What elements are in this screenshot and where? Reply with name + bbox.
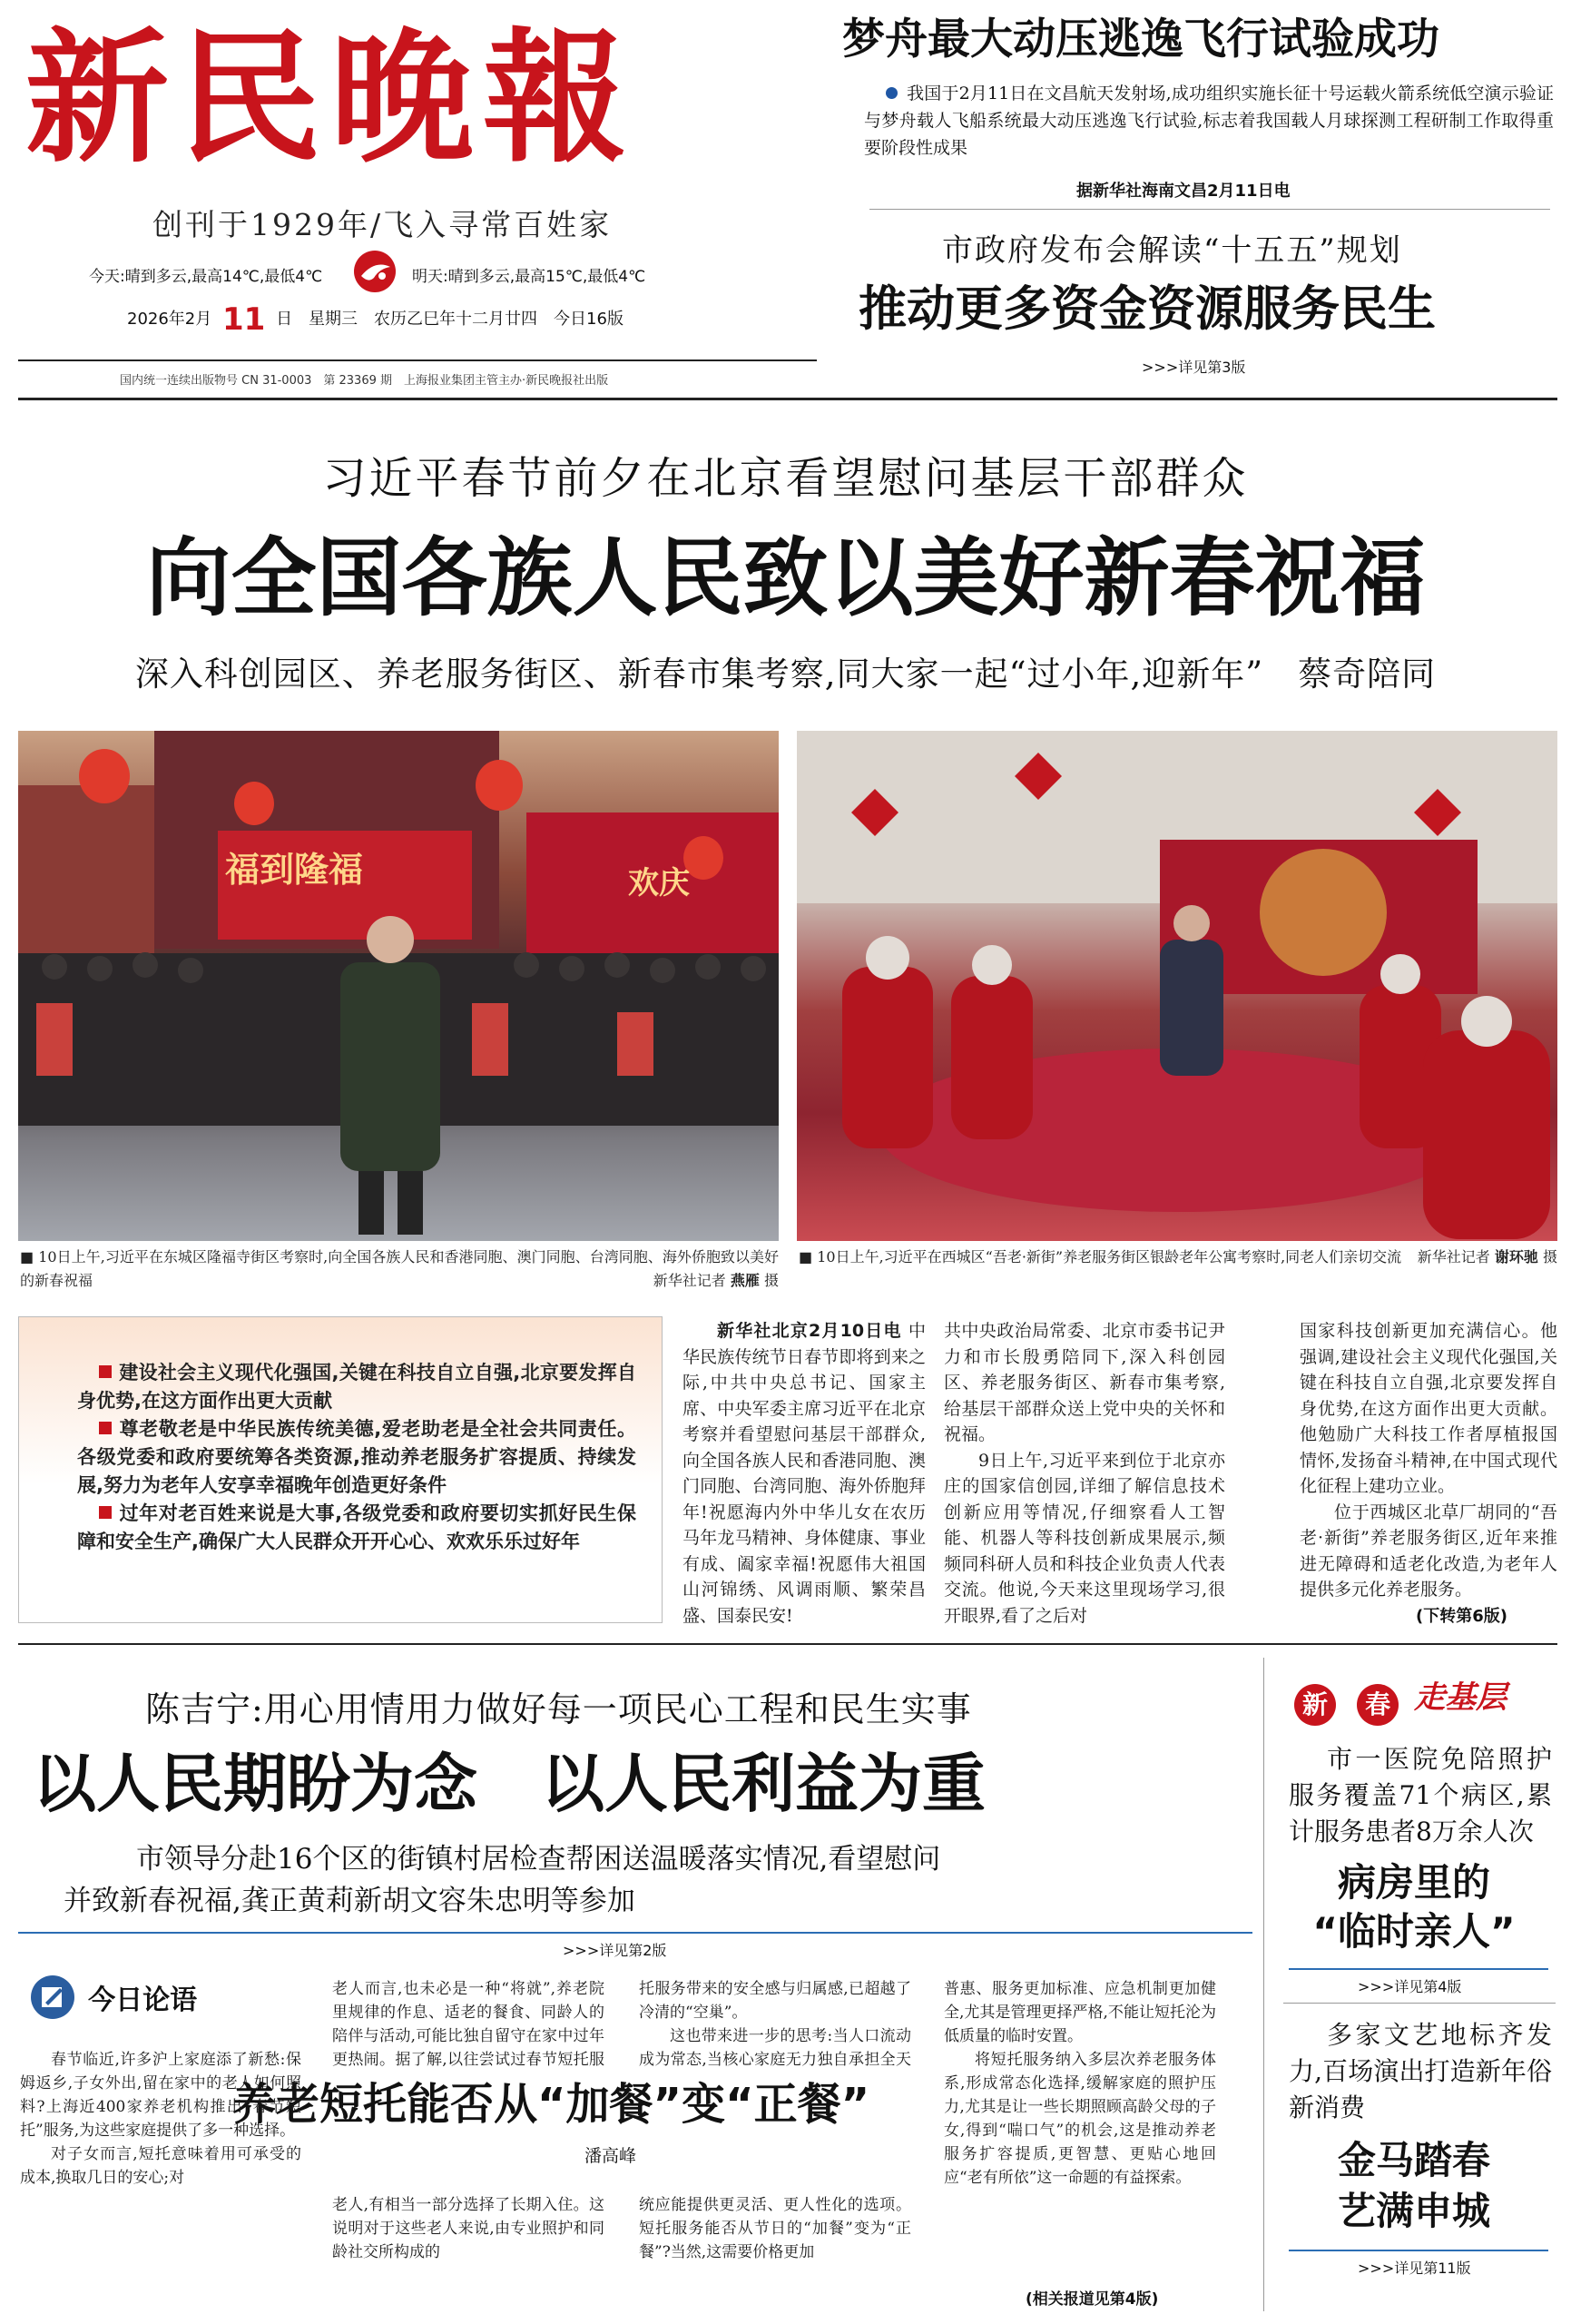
commentary-col-2: 老人而言,也未必是一种“将就”,养老院里规律的作息、适老的餐食、同龄人的陪伴与活动,可能比独自留守在家中过年更热闹。据了解,以往尝试过春节短托服	[332, 1980, 604, 2069]
date-tail: 日 星期三 农历乙巳年十二月廿四 今日16版	[276, 310, 623, 329]
masthead-divider	[18, 359, 817, 361]
story2-ref-rule	[1289, 2250, 1548, 2251]
commentary-headline: 养老短托能否从“加餐”变“正餐”	[232, 2079, 870, 2130]
slogan: 创刊于1929年/飞入寻常百姓家	[152, 207, 613, 242]
photo1-caption: ■ 10日上午,习近平在东城区隆福寺街区考察时,向全国各族人民和香港同胞、澳门同胞、台湾同胞、海外侨胞致以美好的新春祝福 新华社记者 燕雁 摄	[20, 1246, 779, 1293]
red-square-icon	[99, 1506, 112, 1519]
second-ref-link[interactable]: >>>详见第2版	[563, 1942, 667, 1959]
keypoint-item: 过年对老百姓来说是大事,各级党委和政府要切实抓好民生保障和安全生产,确保广大人民群众开开心心、欢欢乐乐过好年	[77, 1502, 636, 1552]
second-headline: 以人民期盼为念 以人民利益为重	[33, 1747, 986, 1821]
masthead-bottom-rule	[18, 398, 1557, 400]
lead-bottom-rule	[18, 1643, 1557, 1645]
second-deck-line1: 市领导分赴16个区的街镇村居检查帮困送温暖落实情况,看望慰问	[136, 1843, 941, 1876]
top-right-headline: 梦舟最大动压逃逸飞行试验成功	[842, 15, 1439, 64]
commentary-label	[31, 1975, 197, 2021]
tag-zoujiceng: 走基层	[1414, 1679, 1507, 1716]
story2-title-line2: 艺满申城	[1337, 2189, 1490, 2233]
sidebar-divider	[1283, 2003, 1556, 2004]
photo1-credit: 新华社记者 燕雁 摄	[653, 1272, 779, 1289]
weather-tomorrow: 明天:晴到多云,最高15℃,最低4℃	[412, 268, 646, 286]
tag-xin: 新	[1294, 1684, 1336, 1726]
photo2-credit: 新华社记者 谢环驰 摄	[1417, 1248, 1557, 1265]
commentary-col-4: 普惠、服务更加标准、应急机制更加健全,尤其是管理更择严格,不能让短托沦为低质量的临时安置。 将短托服务纳入多层次养老服务体系,形成常态化选择,缓解家庭的照护压力,尤其是让一些长期照顾高龄父母的子女,得到“喘口气”的机会,这是推动养老服务扩容提质,更智慧、更贴心地回应“老有所依”这一命题的有益探索。	[944, 1980, 1216, 2187]
story1-title-line2: “临时亲人”	[1312, 1909, 1516, 1954]
commentary-col-3b: 统应能提供更灵活、更人性化的选项。短托服务能否从节日的“加餐”变为“正餐”?当然,这需要价格更加	[639, 2196, 911, 2261]
top-right-source: 据新华社海南文昌2月11日电	[1076, 182, 1291, 201]
sub-ref-link[interactable]: >>>详见第3版	[1142, 359, 1246, 376]
top-right-news	[842, 0, 1559, 390]
keypoint-item: 尊老敬老是中华民族传统美德,爱老助老是全社会共同责任。各级党委和政府要统筹各类资源,推动养老服务扩容提质、持续发展,努力为老年人安享幸福晚年创造更好条件	[77, 1418, 636, 1496]
tag-chun: 春	[1357, 1684, 1399, 1726]
lead-article-col-2: 共中央政治局常委、北京市委书记尹力和市长殷勇陪同下,深入科创园区、养老服务街区、新春市集考察,给基层干部群众送上党中央的关怀和祝福。 9日上午,习近平来到位于北京亦庄的国家信创园,详细了解信息技术创新应用等情况,仔细察看人工智能、机器人等科技创新成果展示,频频同科研人员和科技企业负责人代表交流。他说,今天来这里现场学习,很开眼界,看了之后对	[944, 1321, 1225, 1626]
date-day: 11	[222, 301, 266, 338]
story2-deck: 多家文艺地标齐发力,百场演出打造新年俗新消费	[1289, 2020, 1552, 2122]
top-right-divider	[869, 209, 1550, 210]
sidebar	[1271, 1658, 1557, 2311]
lead-deck: 深入科创园区、养老服务街区、新春市集考察,同大家一起“过小年,迎新年” 蔡奇陪同	[134, 655, 1437, 694]
keypoints-list	[77, 1359, 636, 1556]
commentary-author: 潘高峰	[584, 2146, 637, 2166]
newspaper-logo: 新民晚報	[25, 15, 635, 182]
sub-headline: 推动更多资金资源服务民生	[859, 281, 1436, 337]
second-deck-line2: 并致新春祝福,龚正黄莉新胡文容朱忠明等参加	[64, 1885, 635, 1917]
story1-deck: 市一医院免陪照护服务覆盖71个病区,累计服务患者8万余人次	[1289, 1744, 1552, 1846]
bullet-dot-icon	[886, 87, 898, 99]
sub-kicker: 市政府发布会解读“十五五”规划	[942, 232, 1402, 269]
photo-sign-huanqing: 欢庆	[628, 865, 690, 901]
photo2-caption: ■ 10日上午,习近平在西城区“吾老·新街”养老服务街区银龄老年公寓考察时,同老人们亲切交流 新华社记者 谢环驰 摄	[799, 1246, 1557, 1269]
masthead	[18, 13, 826, 394]
commentary-col-2b: 老人,有相当一部分选择了长期入住。这说明对于这些老人来说,由专业照护和同龄社交所构成的	[332, 2196, 604, 2261]
pen-paper-icon	[31, 1975, 74, 2019]
lead-kicker: 习近平春节前夕在北京看望慰问基层干部群众	[322, 453, 1249, 504]
story1-ref-rule	[1289, 1968, 1548, 1970]
lead-article-col-1: 新华社北京2月10日电 中华民族传统节日春节即将到来之际,中共中央总书记、国家主席、中央军委主席习近平在北京考察并看望慰问基层干部群众,向全国各族人民和香港同胞、澳门同胞、台湾同胞、海外侨胞拜年!祝愿海内外中华儿女在农历马年龙马精神、身体健康、事业有成、阖家幸福!祝愿伟大祖国山河锦绣、风调雨顺、繁荣昌盛、国泰民安!	[682, 1321, 926, 1626]
story1-ref-link[interactable]: >>>详见第4版	[1358, 1978, 1462, 1995]
lead-article-col-3: 国家科技创新更加充满信心。他强调,建设社会主义现代化强国,关键在科技自立自强,北京要发挥自身优势,在这方面作出更大贡献。他勉励广大科技工作者厚植报国情怀,发扬奋斗精神,在中国式现代化征程上建功立业。 位于西城区北草厂胡同的“吾老·新街”养老服务街区,近年来推进无障碍和适老化改造,为老年人提供多元化养老服务。	[1300, 1321, 1557, 1600]
second-ref-rule	[18, 1932, 1252, 1934]
story2-title-line1: 金马踏春	[1337, 2138, 1490, 2182]
brand-emblem-icon	[354, 251, 396, 292]
red-square-icon	[99, 1365, 112, 1378]
weather-today: 今天:晴到多云,最高14℃,最低4℃	[89, 268, 323, 286]
photo-sign-fudao: 福到隆福	[225, 849, 364, 890]
story2-ref-link[interactable]: >>>详见第11版	[1358, 2260, 1471, 2277]
keypoint-item: 建设社会主义现代化强国,关键在科技自立自强,北京要发挥自身优势,在这方面作出更大贡献	[77, 1362, 636, 1412]
commentary-label-text: 今日论语	[88, 1984, 198, 2016]
sidebar-tag	[1294, 1672, 1507, 1719]
date-line	[127, 301, 623, 338]
publication-info: 国内统一连续出版物号 CN 31-0003 第 23369 期 上海报业集团主管主办·新民晚报社出版	[120, 374, 609, 388]
top-right-body: 我国于2月11日在文昌航天发射场,成功组织实施长征十号运载火箭系统低空演示验证与梦舟载人飞船系统最大动压逃逸飞行试验,标志着我国载人月球探测工程研制工作取得重要阶段性成果	[864, 84, 1554, 158]
lead-continued-ref[interactable]: (下转第6版)	[1416, 1607, 1507, 1626]
commentary-ref[interactable]: (相关报道见第4版)	[1026, 2290, 1159, 2309]
date-month: 2026年2月	[127, 310, 212, 329]
keypoints-box	[18, 1316, 663, 1623]
lead-photo-2	[797, 731, 1557, 1241]
story1-title-line1: 病房里的	[1337, 1860, 1490, 1905]
second-kicker: 陈吉宁:用心用情用力做好每一项民心工程和民生实事	[145, 1689, 972, 1729]
lead-photo-1	[18, 731, 779, 1241]
sidebar-vertical-rule	[1263, 1658, 1264, 2311]
commentary-col-3: 托服务带来的安全感与归属感,已超越了冷清的“空巢”。 这也带来进一步的思考:当人口流动成为常态,当核心家庭无力独自承担全天	[639, 1980, 911, 2069]
red-square-icon	[99, 1422, 112, 1434]
commentary-col-1: 春节临近,许多沪上家庭添了新愁:保姆返乡,子女外出,留在家中的老人如何照料?上海近400家养老机构推出“春节短托”服务,为这些家庭提供了多一种选择。 对子女而言,短托意味着用可承受的成本,换取几日的安心;对	[20, 2051, 301, 2187]
lead-headline: 向全国各族人民致以美好新春祝福	[145, 529, 1426, 628]
